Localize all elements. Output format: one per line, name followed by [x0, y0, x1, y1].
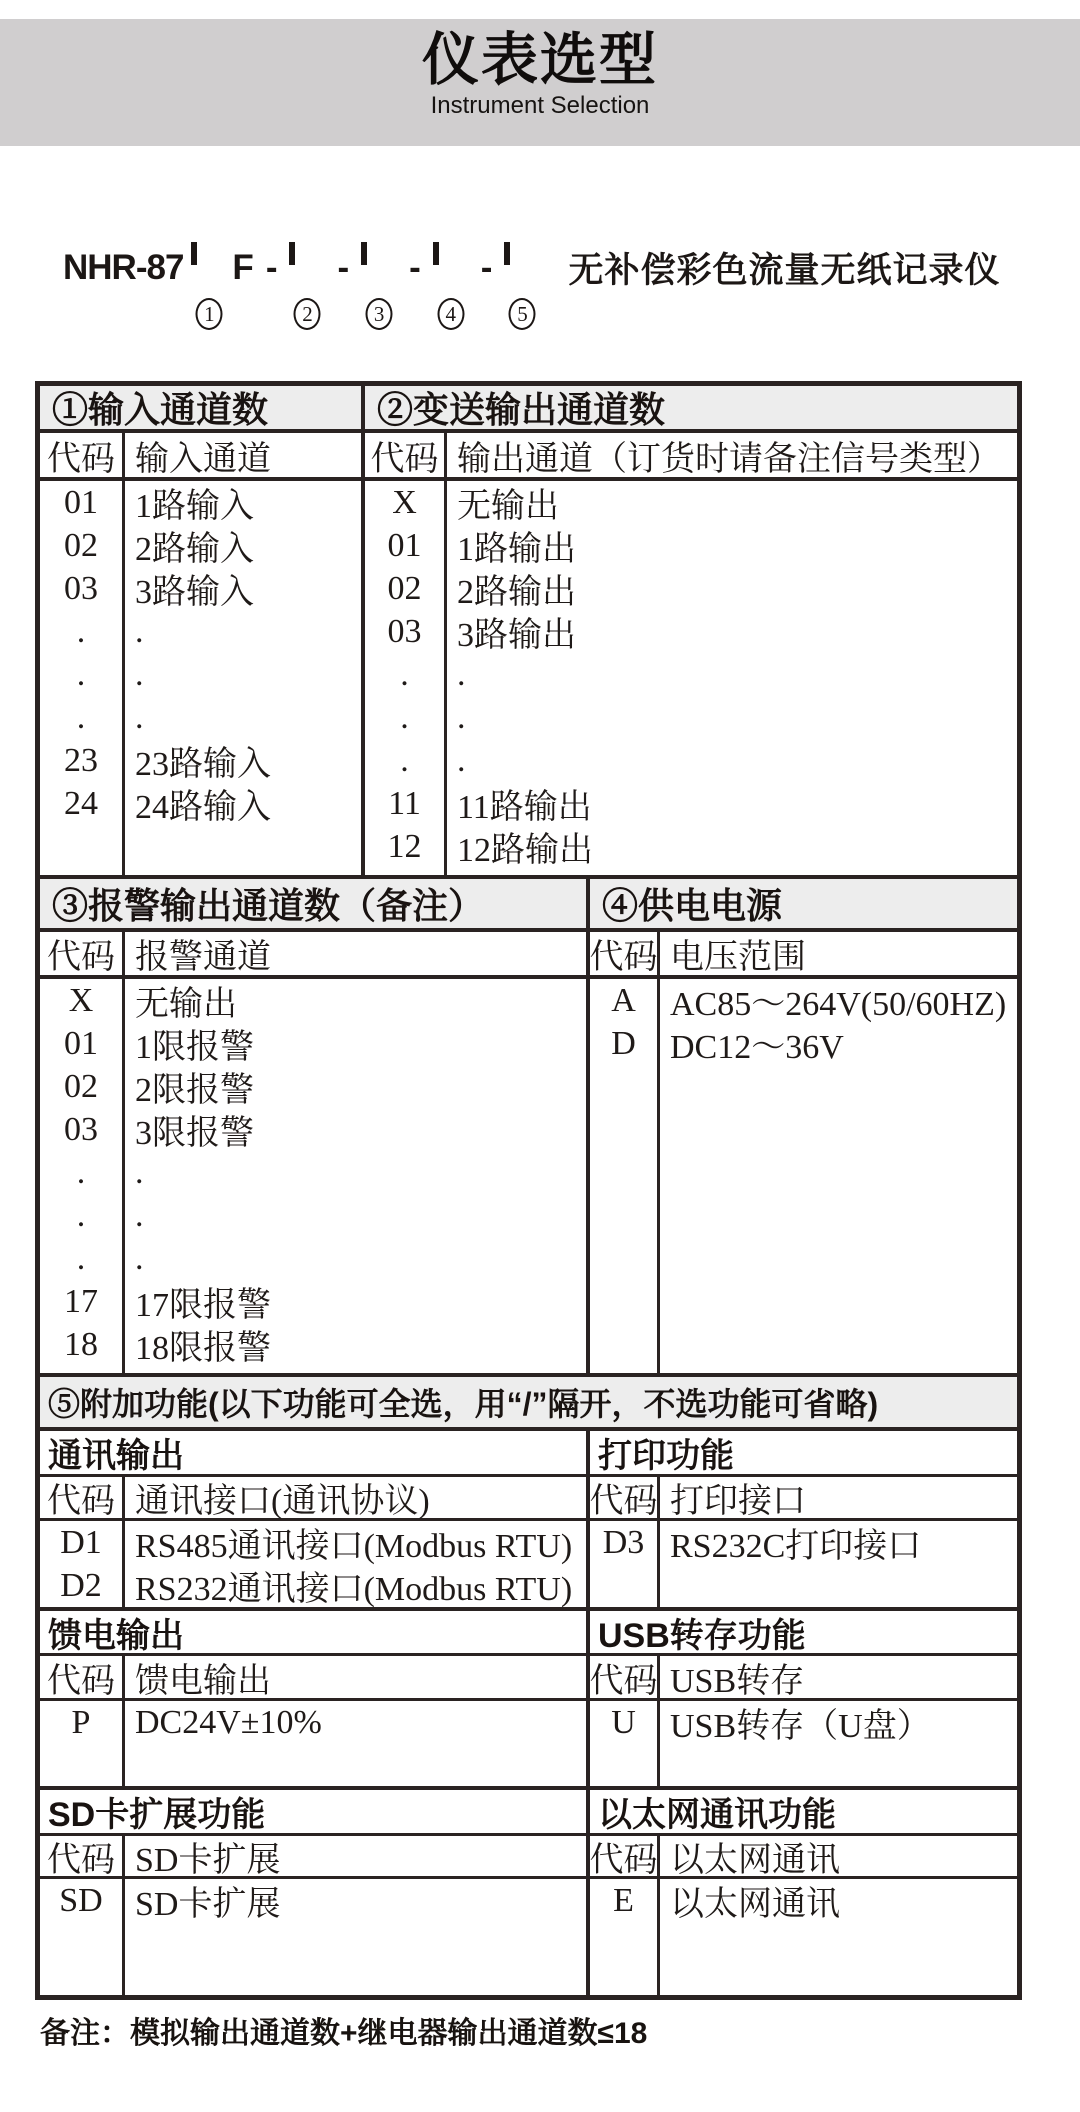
code-cell: SD: [40, 1879, 125, 1922]
filler-row: [590, 1744, 1017, 1786]
value-header-cell: SD卡扩展: [135, 1841, 281, 1879]
group-sd-subheader: [40, 1836, 586, 1879]
code-header-cell: 代码: [365, 433, 447, 477]
page-subtitle: Instrument Selection: [430, 91, 650, 119]
code-cell: 01: [40, 1022, 125, 1065]
model-box-2: [289, 245, 325, 326]
code-cell: X: [40, 979, 125, 1022]
section-5-title: ⑤附加功能(以下功能可全选，用“/”隔开，不选功能可省略): [48, 1386, 879, 1422]
value-cell: 3路输出: [457, 617, 576, 654]
group-usb-subheader: [590, 1656, 1017, 1701]
table-row: [365, 524, 1017, 567]
code-cell: 23: [40, 739, 125, 782]
table-row: [590, 1879, 1017, 1922]
model-box-blank: [191, 242, 197, 265]
filler-row: [40, 1744, 586, 1786]
table-row: [40, 1108, 586, 1151]
table-row: [365, 653, 1017, 696]
code-cell: .: [40, 1194, 125, 1237]
table-row: [365, 610, 1017, 653]
section-5-left-column: [40, 1431, 586, 1995]
table-row: [40, 653, 361, 696]
group-sd-rows: [40, 1879, 586, 1995]
code-cell: D3: [590, 1521, 660, 1564]
filler-row: [590, 1564, 1017, 1607]
table-row: [40, 739, 361, 782]
group-power-out-rows: [40, 1701, 586, 1790]
position-circle-5: 5: [509, 298, 536, 330]
table-row: [590, 1521, 1017, 1564]
section-3-subheader: [40, 932, 586, 979]
value-cell: 无输出: [135, 986, 237, 1023]
code-cell: 01: [40, 481, 125, 524]
value-cell: .: [135, 612, 144, 650]
value-cell: 18限报警: [135, 1330, 271, 1367]
table-row: [40, 567, 361, 610]
value-header-cell: 输出通道（订货时请备注信号类型）: [457, 440, 1001, 478]
code-cell: .: [40, 1237, 125, 1280]
section-1-input-channels: [40, 433, 361, 875]
code-cell: .: [365, 739, 447, 782]
code-cell: 17: [40, 1280, 125, 1323]
section-3-title: ③报警输出通道数（备注）: [52, 885, 485, 926]
model-box-4: [433, 245, 469, 326]
code-cell: 02: [40, 1065, 125, 1108]
section-4-rows: [590, 979, 1017, 1065]
table-row: [40, 610, 361, 653]
filler-row: [40, 1922, 586, 1995]
value-cell: .: [135, 698, 144, 736]
value-cell: .: [135, 1153, 144, 1191]
group-ethernet-subheader: [590, 1836, 1017, 1879]
code-cell: D1: [40, 1521, 125, 1564]
code-cell: .: [40, 1151, 125, 1194]
code-cell: U: [590, 1701, 660, 1744]
position-circle-1: 1: [196, 298, 223, 330]
value-cell: RS485通讯接口(Modbus RTU): [135, 1528, 573, 1565]
group-sd-header: SD卡扩展功能: [40, 1790, 586, 1836]
selection-table: [35, 381, 1022, 2000]
table-row: [365, 825, 1017, 868]
group-comm-header: 通讯输出: [40, 1431, 586, 1477]
table-row: [40, 524, 361, 567]
table-row: [40, 1521, 586, 1564]
value-cell: RS232C打印接口: [670, 1528, 922, 1565]
value-header-cell: 以太网通讯: [670, 1841, 840, 1879]
value-cell: DC12～36V: [670, 1029, 844, 1066]
code-cell: P: [40, 1701, 125, 1744]
table-row: [40, 1564, 586, 1607]
code-cell: .: [365, 696, 447, 739]
group-print-header: 打印功能: [590, 1431, 1017, 1477]
value-cell: RS232通讯接口(Modbus RTU): [135, 1571, 573, 1608]
table-row: [40, 1280, 586, 1323]
code-cell: 12: [365, 825, 447, 868]
section-3-rows: [40, 979, 586, 1366]
model-dash: -: [480, 248, 493, 287]
group-usb-header: USB转存功能: [590, 1611, 1017, 1656]
section-1-subheader: [40, 433, 361, 481]
section-5-header: [40, 1377, 1017, 1431]
value-header-cell: 报警通道: [135, 939, 271, 976]
code-cell: 11: [365, 782, 447, 825]
value-cell: 2限报警: [135, 1072, 254, 1109]
value-cell: 2路输入: [135, 531, 254, 568]
model-box-blank: [361, 242, 367, 265]
value-cell: 1限报警: [135, 1029, 254, 1066]
model-dash: -: [409, 248, 421, 287]
code-cell: 24: [40, 782, 125, 825]
model-prefix: NHR-87: [63, 248, 184, 287]
filler-row: [590, 1065, 1017, 1373]
group-power-out-header: 馈电输出: [40, 1611, 586, 1656]
table-row: [590, 1701, 1017, 1744]
value-cell: 无输出: [457, 488, 559, 525]
value-cell: 23路输入: [135, 746, 271, 783]
spec-note: 备注：模拟输出通道数+继电器输出通道数≤18: [40, 2017, 648, 2050]
value-cell: 17限报警: [135, 1287, 271, 1324]
group-ethernet-rows: [590, 1879, 1017, 1995]
value-cell: .: [135, 655, 144, 693]
table-row: [40, 1194, 586, 1237]
value-cell: 2路输出: [457, 574, 576, 611]
table-row: [365, 567, 1017, 610]
table-row: [40, 1151, 586, 1194]
code-header-cell: 代码: [40, 1656, 125, 1698]
model-box-3: [361, 245, 397, 326]
value-cell: 24路输入: [135, 789, 271, 826]
table-row: [40, 1237, 586, 1280]
code-cell: 03: [40, 567, 125, 610]
title-band: [0, 19, 1080, 146]
table-row: [40, 481, 361, 524]
model-dash: -: [265, 248, 278, 287]
value-cell: .: [457, 698, 466, 736]
model-box-blank: [289, 242, 295, 265]
value-cell: 3限报警: [135, 1115, 254, 1152]
code-cell: 01: [365, 524, 447, 567]
model-box-1: [191, 245, 227, 326]
value-header-cell: 电压范围: [670, 939, 806, 976]
value-cell: 1路输出: [457, 531, 576, 568]
table-row: [40, 696, 361, 739]
value-cell: 1路输入: [135, 488, 254, 525]
code-cell: .: [40, 696, 125, 739]
table-row: [40, 979, 586, 1022]
table-row: [40, 1065, 586, 1108]
value-cell: 12路输出: [457, 832, 593, 869]
table-row: [40, 782, 361, 825]
value-header-cell: USB转存: [670, 1662, 805, 1700]
table-row: [40, 1701, 586, 1744]
value-header-cell: 打印接口: [670, 1483, 806, 1520]
position-circle-2: 2: [294, 298, 321, 330]
value-cell: .: [135, 1196, 144, 1234]
value-cell: 以太网通讯: [670, 1886, 840, 1923]
value-cell: AC85～264V(50/60HZ): [670, 986, 1007, 1023]
model-box-blank: [504, 242, 510, 265]
code-cell: .: [40, 610, 125, 653]
filler-row: [590, 1922, 1017, 1995]
table-row: [590, 1022, 1017, 1065]
table-row: [40, 1022, 586, 1065]
section-5-body: [40, 1431, 1017, 1995]
group-print-subheader: [590, 1477, 1017, 1521]
code-cell: A: [590, 979, 660, 1022]
code-header-cell: 代码: [590, 1836, 660, 1876]
value-header-cell: 输入通道: [135, 440, 271, 478]
group-usb-rows: [590, 1701, 1017, 1790]
value-cell: 11路输出: [457, 789, 592, 826]
code-cell: 18: [40, 1323, 125, 1366]
code-cell: .: [40, 653, 125, 696]
value-cell: 3路输入: [135, 574, 254, 611]
value-cell: .: [135, 1239, 144, 1277]
section-2-subheader: [365, 433, 1017, 481]
section-2-rows: [365, 481, 1017, 868]
filler-row: [40, 825, 361, 875]
group-print-rows: [590, 1521, 1017, 1611]
section-3-4-header: [40, 879, 1017, 932]
code-cell: D: [590, 1022, 660, 1065]
section-5-right-column: [586, 1431, 1017, 1995]
section-1-rows: [40, 481, 361, 825]
code-header-cell: 代码: [40, 1836, 125, 1876]
code-cell: X: [365, 481, 447, 524]
section-3-alarm-outputs: [40, 932, 586, 1373]
page-title: 仪表选型: [422, 28, 658, 92]
group-comm-rows: [40, 1521, 586, 1611]
code-cell: 03: [365, 610, 447, 653]
model-box-blank: [433, 242, 439, 265]
value-cell: .: [457, 741, 466, 779]
value-cell: SD卡扩展: [135, 1886, 281, 1923]
group-ethernet-header: 以太网通讯功能: [590, 1790, 1017, 1836]
table-row: [365, 739, 1017, 782]
group-comm-subheader: [40, 1477, 586, 1521]
value-cell: USB转存（U盘）: [670, 1708, 931, 1745]
filler-row: [365, 868, 1017, 875]
position-circle-4: 4: [437, 298, 464, 330]
table-row: [590, 979, 1017, 1022]
code-header-cell: 代码: [40, 433, 125, 477]
section-4-subheader: [590, 932, 1017, 979]
section-1-2-header: [40, 386, 1017, 433]
filler-row: [40, 1366, 586, 1373]
position-circle-3: 3: [366, 298, 393, 330]
group-power-out-subheader: [40, 1656, 586, 1701]
table-row: [40, 1323, 586, 1366]
code-cell: 03: [40, 1108, 125, 1151]
section-1-title: ①输入通道数: [52, 389, 269, 429]
table-row: [365, 481, 1017, 524]
code-header-cell: 代码: [590, 1477, 660, 1518]
code-header-cell: 代码: [590, 932, 660, 975]
code-header-cell: 代码: [40, 932, 125, 975]
section-1-2-body: [40, 433, 1017, 879]
section-2-transmit-outputs: [361, 433, 1017, 875]
table-row: [365, 782, 1017, 825]
code-header-cell: 代码: [590, 1656, 660, 1698]
value-cell: .: [457, 655, 466, 693]
section-4-title: ④供电电源: [586, 879, 1017, 928]
model-box-5: [504, 245, 540, 326]
code-cell: 02: [365, 567, 447, 610]
model-dash: -: [337, 248, 350, 287]
code-cell: D2: [40, 1564, 125, 1607]
code-cell: .: [365, 653, 447, 696]
value-header-cell: 馈电输出: [135, 1662, 271, 1700]
code-cell: E: [590, 1879, 660, 1922]
code-cell: 02: [40, 524, 125, 567]
value-cell: DC24V±10%: [135, 1703, 322, 1741]
section-4-power-supply: [586, 932, 1017, 1373]
table-row: [40, 1879, 586, 1922]
model-sep-f: F: [232, 248, 254, 287]
section-2-title: ②变送输出通道数: [361, 386, 1017, 429]
table-row: [365, 696, 1017, 739]
model-code-line: [63, 243, 1001, 326]
value-header-cell: 通讯接口(通讯协议): [135, 1483, 430, 1520]
section-3-4-body: [40, 932, 1017, 1377]
code-header-cell: 代码: [40, 1477, 125, 1518]
model-description: 无补偿彩色流量无纸记录仪: [568, 251, 1001, 290]
